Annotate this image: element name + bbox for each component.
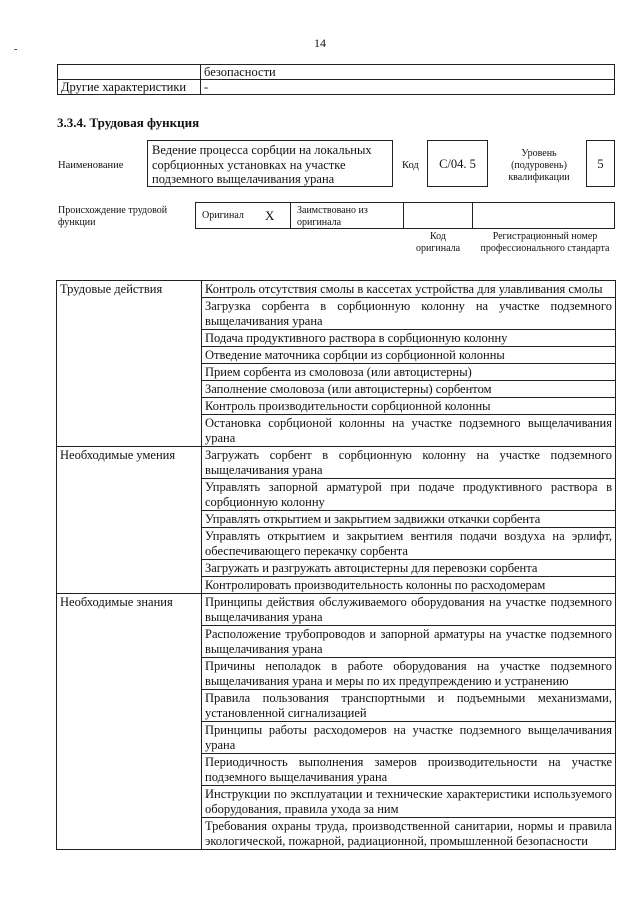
original-mark: X: [265, 208, 275, 223]
original-label: Оригинал: [202, 210, 244, 221]
function-name-box: [147, 140, 393, 187]
table-row: [58, 65, 615, 80]
list-item: Подача продуктивного раствора в сорбционную колонну: [202, 330, 616, 347]
level-box: [586, 140, 615, 187]
category-knowledge: Необходимые знания: [57, 594, 202, 850]
table-row: [57, 594, 616, 626]
code-box: [427, 140, 488, 187]
list-item: Правила пользования транспортными и подъемными механизмами, установленной сигнализацией: [202, 690, 616, 722]
table-row: [57, 281, 616, 298]
table-row: [58, 80, 615, 95]
list-item: Расположение трубопроводов и запорной арматуры на участке подземного выщелачивания урана: [202, 626, 616, 658]
table-cell: -: [201, 80, 615, 95]
origin-label: Происхождение трудовой функции: [58, 205, 168, 228]
category-skills: Необходимые умения: [57, 447, 202, 594]
previous-table-fragment: [57, 64, 615, 95]
list-item: Требования охраны труда, производственной санитарии, нормы и правила экологической, пожарной, радиационной, промышленной безопасности: [202, 818, 616, 850]
list-item: Загружать и разгружать автоцистерны для перевозки сорбента: [202, 560, 616, 577]
list-item: Остановка сорбционой колонны на участке подземного выщелачивания урана: [202, 415, 616, 447]
level-label: Уровень (подуровень) квалификации: [508, 148, 570, 183]
reg-number-box: [472, 202, 615, 229]
borrowed-box: [290, 202, 404, 229]
table-cell: [58, 65, 201, 80]
reg-number-caption: Регистрационный номер профессионального стандарта: [480, 231, 610, 254]
table-cell: безопасности: [201, 65, 615, 80]
original-box: [195, 202, 291, 229]
list-item: Инструкции по эксплуатации и технические характеристики используемого оборудования, правила ухода за ним: [202, 786, 616, 818]
list-item: Загружать сорбент в сорбционную колонну на участке подземного выщелачивания урана: [202, 447, 616, 479]
list-item: Принципы работы расходомеров на участке подземного выщелачивания урана: [202, 722, 616, 754]
list-item: Периодичность выполнения замеров производительности на участке подземного выщелачивания урана: [202, 754, 616, 786]
level-value: 5: [597, 157, 604, 171]
code-original-caption: Код оригинала: [415, 231, 461, 254]
list-item: Отведение маточника сорбции из сорбционной колонны: [202, 347, 616, 364]
name-label: Наименование: [58, 160, 124, 171]
code-label: Код: [402, 160, 419, 171]
list-item: Контролировать производительность колонны по расходомерам: [202, 577, 616, 594]
list-item: Прием сорбента из смоловоза (или автоцистерны): [202, 364, 616, 381]
borrowed-label: Заимствовано из оригинала: [297, 205, 368, 228]
section-title: 3.3.4. Трудовая функция: [57, 115, 200, 130]
function-name: Ведение процесса сорбции на локальных сорбционных установках на участке подземного выщелачивания урана: [152, 143, 372, 186]
list-item: Принципы действия обслуживаемого оборудования на участке подземного выщелачивания урана: [202, 594, 616, 626]
list-item: Заполнение смоловоза (или автоцистерны) сорбентом: [202, 381, 616, 398]
list-item: Контроль отсутствия смолы в кассетах устройства для улавливания смолы: [202, 281, 616, 298]
list-item: Управлять запорной арматурой при подаче продуктивного раствора в сорбционную колонну: [202, 479, 616, 511]
list-item: Контроль производительности сорбционной колонны: [202, 398, 616, 415]
page-number: 14: [314, 36, 326, 50]
list-item: Управлять открытием и закрытием задвижки откачки сорбента: [202, 511, 616, 528]
list-item: Причины неполадок в работе оборудования на участке подземного выщелачивания урана и меры по их предупреждению и устранению: [202, 658, 616, 690]
code-original-box: [403, 202, 473, 229]
list-item: Управлять открытием и закрытием вентиля подачи воздуха на эрлифт, обеспечивающего перекачку сорбента: [202, 528, 616, 560]
code-value: С/04. 5: [439, 157, 476, 171]
list-item: Загрузка сорбента в сорбционную колонну на участке подземного выщелачивания урана: [202, 298, 616, 330]
labor-function-table: [56, 280, 616, 850]
margin-mark: -: [14, 44, 18, 55]
table-cell: Другие характеристики: [58, 80, 201, 95]
category-labor-actions: Трудовые действия: [57, 281, 202, 447]
table-row: [57, 447, 616, 479]
